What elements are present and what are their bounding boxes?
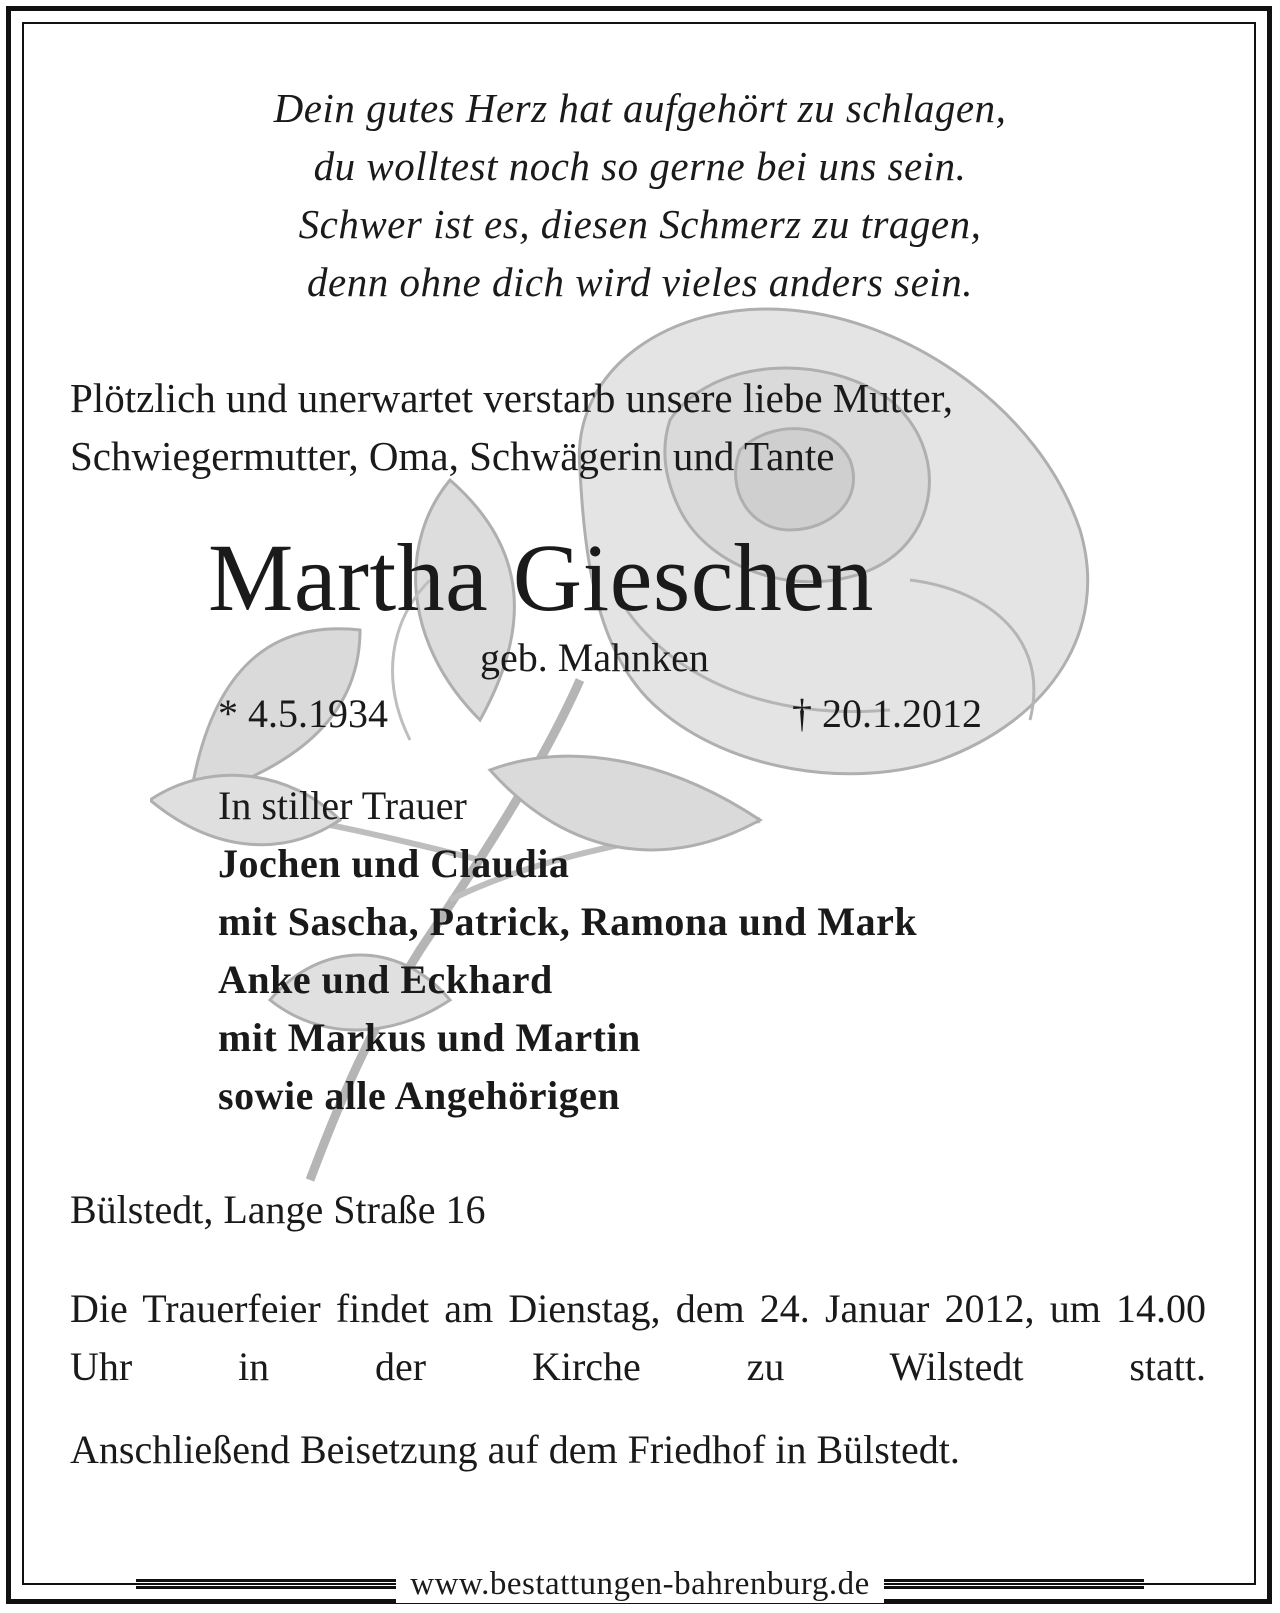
deceased-maiden-name: geb. Mahnken — [480, 635, 709, 680]
deceased-name: Martha Gieschen — [208, 524, 874, 631]
death-date: † 20.1.2012 — [792, 691, 982, 736]
birth-date: * 4.5.1934 — [218, 691, 388, 736]
poem-line: Dein gutes Herz hat aufgehört zu schlagen, — [273, 85, 1007, 131]
intro-line: Schwiegermutter, Oma, Schwägerin und Tante — [70, 433, 835, 479]
poem-line: du wolltest noch so gerne bei uns sein. — [313, 143, 967, 189]
footer-rule-right — [884, 1579, 1144, 1589]
mourners-heading: In stiller Trauer — [218, 783, 467, 828]
burial-notice: Anschließend Beisetzung auf dem Friedhof in Bülstedt. — [70, 1427, 960, 1472]
address: Bülstedt, Lange Straße 16 — [70, 1187, 486, 1232]
mourner-line: sowie alle Angehörigen — [218, 1073, 621, 1118]
footer-rule-left — [136, 1579, 396, 1589]
mourner-line: mit Markus und Martin — [218, 1015, 641, 1060]
mourner-line: Anke und Eckhard — [218, 957, 553, 1002]
poem-line: denn ohne dich wird vieles anders sein. — [307, 259, 973, 305]
funeral-notice: Die Trauerfeier findet am Dienstag, dem 24. Januar 2012, um 14.00 Uhr in der Kirche zu Wilstedt statt. — [70, 1286, 1206, 1389]
mourner-line: mit Sascha, Patrick, Ramona und Mark — [218, 899, 918, 944]
poem-line: Schwer ist es, diesen Schmerz zu tragen, — [298, 201, 982, 247]
intro-line: Plötzlich und unerwartet verstarb unsere liebe Mutter, — [70, 375, 953, 421]
mourner-line: Jochen und Claudia — [218, 841, 570, 886]
footer — [0, 1564, 1280, 1604]
footer-url[interactable]: www.bestattungen-bahrenburg.de — [396, 1566, 883, 1603]
